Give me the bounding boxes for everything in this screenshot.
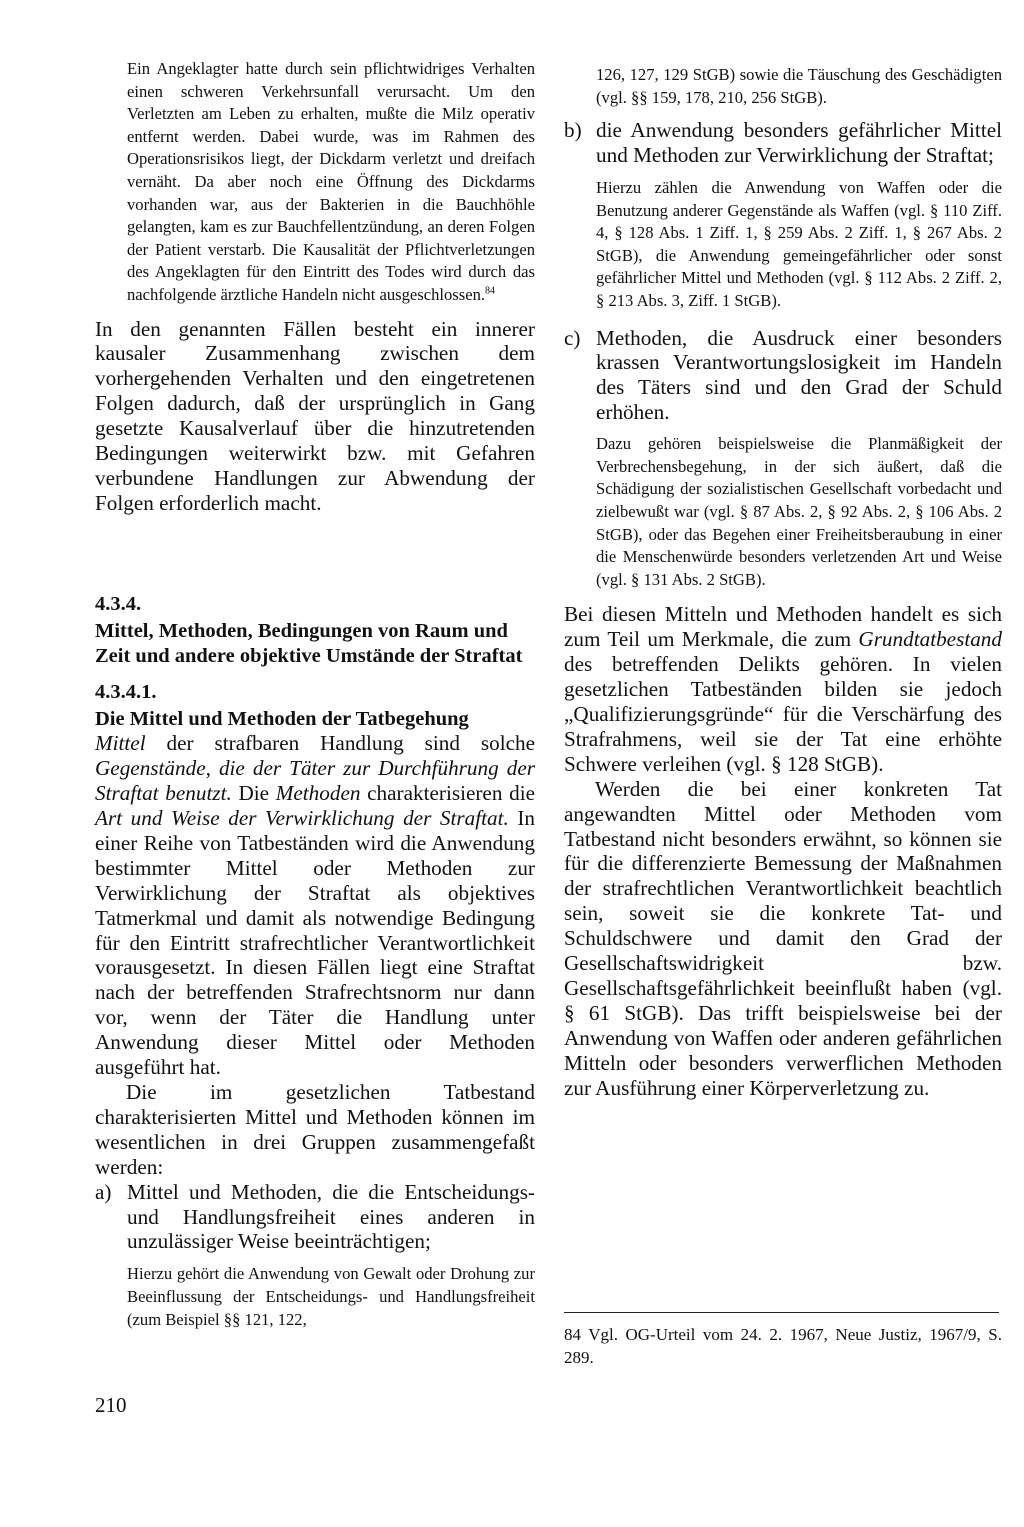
list-item-text: Methoden, die Ausdruck einer besonders krassen Verantwortungslosigkeit im Handeln des Täters sind und den Grad der Schuld erhöhen. — [596, 325, 1002, 425]
list-item-a — [95, 1180, 535, 1255]
right-column — [564, 58, 1002, 1100]
case-example-text: Ein Angeklagter hatte durch sein pflichtwidriges Verhalten einen schweren Verkehrsunfall verursacht. Um den Verletzten am Leben zu erhalten, mußte die Milz operativ entfernt werden. Dabei wurde, was im Rahmen des Operationsrisikos liegt, der Dickdarm verletzt und dreifach vernäht. Da aber noch eine Öffnung des Dickdarms vorhanden war, aus der Bakterien in die Bauchhöhle gelangten, kam es zur Bauchfellentzündung, an deren Folgen der Patient verstarb. Die Kausalität der Pflichtverletzungen des Angeklagten für den Eintritt des Todes wird durch das nachfolgende ärztliche Handeln nicht ausgeschlossen. — [127, 59, 535, 304]
causality-paragraph: In den genannten Fällen besteht ein innerer kausaler Zusammenhang zwischen dem vorhergehenden Verhalten und den eingetretenen Folgen dadurch, daß der ursprünglich in Gang gesetzte Kausalverlauf über die hinzutretenden Bedingungen weiterwirkt bzw. mit Gefahren verbundene Handlungen zur Abwendung der Folgen erforderlich macht. — [95, 316, 535, 515]
footnote: 84 Vgl. OG-Urteil vom 24. 2. 1967, Neue Justiz, 1967/9, S. 289. — [564, 1325, 1002, 1367]
groups-paragraph: Die im gesetzlichen Tatbestand charakterisierten Mittel und Methoden können im wesentlichen in drei Gruppen zusammengefaßt werden: — [95, 1079, 535, 1179]
subsection-number: 4.3.4.1. — [95, 681, 157, 704]
list-item-text: die Anwendung besonders gefährlicher Mittel und Methoden zur Verwirklichung der Straftat; — [596, 118, 1002, 168]
list-item-b-note: Hierzu zählen die Anwendung von Waffen oder die Benutzung anderer Gegenstände als Waffen (vgl. § 110 Ziff. 4, § 128 Abs. 1 Ziff. 1, § 259 Abs. 2 Ziff. 1, § 267 Abs. 2 StGB), die Anwendung gemeingefährlicher oder sonst gefährlicher Mittel und Methoden (vgl. § 112 Abs. 2 Ziff. 2, § 213 Abs. 3, Ziff. 1 StGB). — [596, 178, 1002, 310]
qualification-paragraph: Bei diesen Mitteln und Methoden handelt es sich zum Teil um Merkmale, die zum Grundtatbestand des betreffenden Delikts gehören. In vielen gesetzlichen Tatbeständen bilden sie jedoch „Qualifizierungsgründe“ für die Verschärfung des Strafrahmens, weil sie der Tat eine erhöhte Schwere verleihen (vgl. § 128 StGB). — [564, 602, 1002, 776]
page-number: 210 — [95, 1393, 127, 1417]
list-item-b — [564, 118, 1002, 168]
left-column — [95, 58, 535, 1331]
list-item-a-note: Hierzu gehört die Anwendung von Gewalt oder Drohung zur Beeinflussung der Entscheidungs- und Handlungsfreiheit (zum Beispiel §§ 121, 122, — [127, 1264, 535, 1329]
term-grundtatbestand: Grundtatbestand — [858, 627, 1002, 652]
section-number: 4.3.4. — [95, 592, 142, 615]
section-title: Mittel, Methoden, Bedingungen von Raum und Zeit und andere objektive Umstände der Straftat — [95, 620, 523, 667]
list-marker: c) — [564, 325, 581, 350]
case-example — [95, 58, 535, 307]
footnote-divider — [564, 1312, 999, 1313]
term-methoden: Methoden — [275, 781, 361, 806]
subsection-title: Die Mittel und Methoden der Tatbegehung — [95, 707, 469, 730]
footnote-ref: 84 — [485, 285, 496, 297]
subsection-heading — [95, 680, 535, 731]
term-mittel: Mittel — [95, 731, 146, 756]
list-marker: a) — [95, 1179, 112, 1204]
list-item-c — [564, 326, 1002, 426]
continued-note: 126, 127, 129 StGB) sowie die Täuschung des Geschädigten (vgl. §§ 159, 178, 210, 256 StGB). — [596, 65, 1002, 107]
list-marker: b) — [564, 118, 582, 143]
list-item-text: Mittel und Methoden, die die Entscheidungs- und Handlungsfreiheit eines anderen in unzulässiger Weise beeinträchtigen; — [127, 1179, 535, 1254]
section-heading — [95, 592, 535, 669]
measurement-paragraph: Werden die bei einer konkreten Tat angewandten Mittel oder Methoden vom Tatbestand nicht besonders erwähnt, so können sie für die differenzierte Bemessung der Maßnahmen der strafrechtlichen Verantwortlichkeit beachtlich sein, soweit sie die konkrete Tat- und Schuldschwere und damit den Grad der Gesellschaftswidrigkeit bzw. Gesellschaftsgefährlichkeit beeinflußt haben (vgl. § 61 StGB). Das trifft beispielsweise bei der Anwendung von Waffen oder anderen gefährlichen Mitteln oder besonders verwerflichen Methoden zur Ausführung einer Körperverletzung zu. — [564, 776, 1002, 1100]
definition-paragraph: Mittel der strafbaren Handlung sind solche Gegenstände, die der Täter zur Durchführung der Straftat benutzt. Die Methoden charakterisieren die Art und Weise der Verwirklichung der Straftat. In einer Reihe von Tatbeständen wird die Anwendung bestimmter Mittel oder Methoden zur Verwirklichung der Straftat als objektives Tatmerkmal und damit als notwendige Bedingung für den Eintritt strafrechtlicher Verantwortlichkeit vorausgesetzt. In diesen Fällen liegt eine Straftat nach der betreffenden Strafrechtsnorm nur dann vor, wenn der Täter die Handlung unter Anwendung dieser Mittel oder Methoden ausgeführt hat. — [95, 731, 535, 1080]
list-item-c-note: Dazu gehören beispielsweise die Planmäßigkeit der Verbrechensbegehung, in der sich äußert, daß die Schädigung der sozialistischen Gesellschaft vorbedacht und zielbewußt war (vgl. § 87 Abs. 2, § 92 Abs. 2, § 106 Abs. 2 StGB), oder das Begehen einer Freiheitsberaubung in einer die Menschenwürde besonders verletzenden Art und Weise (vgl. § 131 Abs. 2 StGB). — [596, 434, 1002, 589]
